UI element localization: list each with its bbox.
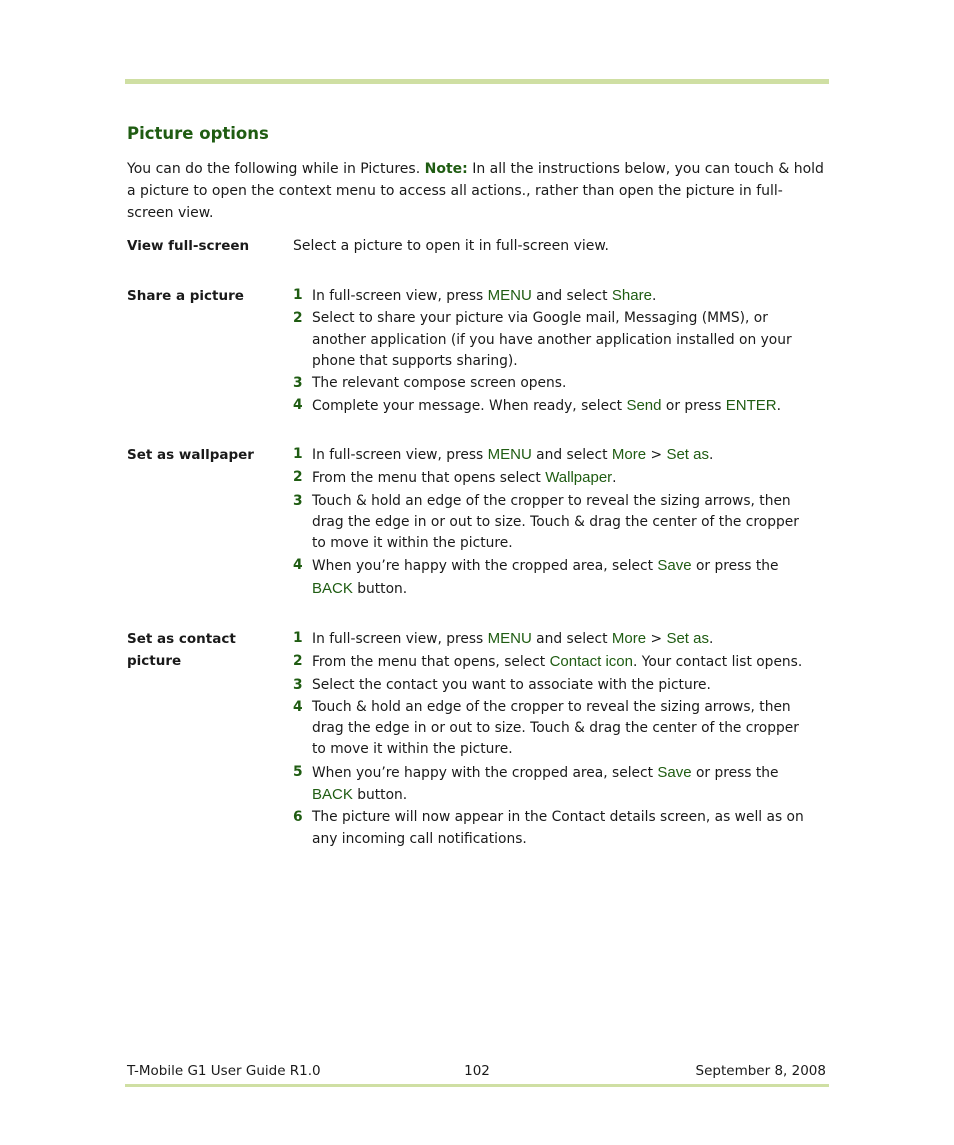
step-number: 1: [293, 630, 303, 646]
step-number: 2: [293, 653, 303, 670]
contact-icon-option: Contact icon: [549, 653, 633, 671]
step: [293, 628, 813, 650]
send-option: Send: [626, 397, 662, 415]
menu-key: MENU: [487, 446, 532, 463]
share-picture-steps: [293, 285, 813, 419]
step: [293, 807, 813, 850]
share-option: Share: [611, 287, 652, 304]
step-text: and select: [531, 288, 612, 304]
step: [293, 675, 813, 696]
save-option: Save: [657, 763, 692, 781]
step-text: or press the: [691, 558, 779, 575]
step: [293, 444, 813, 466]
step-text: or press the: [691, 764, 779, 781]
menu-key: MENU: [487, 630, 532, 647]
step-text: When you’re happy with the cropped area, select: [312, 764, 658, 781]
term-set-wallpaper: Set as wallpaper: [127, 447, 254, 463]
wallpaper-option: Wallpaper: [545, 469, 613, 487]
intro-paragraph: [127, 158, 827, 224]
step-text: Select to share your picture via Google mail, Messaging (MMS), or another application (if you have another application installed on your phone that supports sharing).: [312, 310, 792, 369]
note-label: Note:: [424, 161, 468, 177]
save-option: Save: [657, 557, 692, 575]
step-text: Touch & hold an edge of the cropper to reveal the sizing arrows, then drag the edge in or out to size. Touch & drag the center of the cropper to move it within the picture.: [312, 698, 799, 758]
step-text: In full-screen view, press: [312, 447, 488, 463]
set-contact-picture-steps: [293, 628, 813, 851]
back-key: BACK: [312, 579, 353, 597]
step-text: and select: [531, 631, 612, 647]
step: [293, 651, 813, 673]
step-text: >: [646, 631, 667, 647]
menu-key: MENU: [487, 287, 532, 304]
step-number: 2: [293, 310, 303, 327]
step-text: .: [776, 398, 781, 415]
step-number: 3: [293, 492, 303, 509]
step: [293, 285, 813, 307]
set-wallpaper-steps: [293, 444, 813, 601]
footer-rule: [125, 1084, 829, 1087]
step-text: In full-screen view, press: [312, 631, 488, 647]
section-title: Picture options: [127, 124, 269, 143]
step-text: button.: [352, 787, 408, 804]
step-text: From the menu that opens, select: [312, 654, 550, 671]
step: [293, 373, 813, 394]
header-rule: [125, 79, 829, 84]
step-number: 3: [293, 375, 303, 392]
step-text: Touch & hold an edge of the cropper to reveal the sizing arrows, then drag the edge in or out to size. Touch & drag the center of the cropper to move it within the picture.: [312, 492, 799, 552]
step-number: 6: [293, 809, 303, 826]
step: [293, 491, 813, 555]
step-number: 2: [293, 469, 303, 486]
step-number: 1: [293, 287, 303, 303]
step: [293, 395, 813, 417]
step-number: 5: [293, 763, 303, 780]
step-text: The relevant compose screen opens.: [312, 375, 567, 392]
set-as-option: Set as: [666, 630, 709, 647]
step: [293, 762, 813, 807]
step-text: Complete your message. When ready, select: [312, 398, 627, 415]
intro-text-before: You can do the following while in Pictures.: [127, 161, 425, 177]
step-text: .: [708, 447, 714, 463]
step-text: .: [612, 470, 617, 487]
set-as-option: Set as: [666, 446, 709, 463]
step-text: button.: [352, 580, 408, 597]
step: [293, 697, 813, 761]
step-text: Select the contact you want to associate with the picture.: [312, 676, 711, 693]
footer-guide-title: T-Mobile G1 User Guide R1.0: [127, 1063, 321, 1079]
term-view-full-screen: View full-screen: [127, 238, 250, 254]
term-share-picture: Share a picture: [127, 288, 244, 304]
step: [293, 467, 813, 489]
term-set-contact-picture: Set as contact picture: [127, 631, 236, 669]
step-number: 1: [293, 446, 303, 462]
step-text: . Your contact list opens.: [632, 654, 803, 671]
back-key: BACK: [312, 786, 353, 804]
step-number: 4: [293, 698, 303, 715]
step-text: When you’re happy with the cropped area, select: [312, 558, 658, 575]
step-text: or press: [661, 398, 726, 415]
enter-key: ENTER: [725, 397, 777, 415]
intro-text-after: In all the instructions below, you can touch & hold a picture to open the context menu to access all actions., rather than open the picture in full-screen view.: [127, 161, 824, 221]
step-number: 4: [293, 397, 303, 414]
step-text: .: [651, 288, 657, 304]
step: [293, 308, 813, 372]
step-text: The picture will now appear in the Contact details screen, as well as on any incoming call notifications.: [312, 809, 804, 847]
step-text: >: [646, 447, 667, 463]
step: [293, 555, 813, 600]
footer-date: September 8, 2008: [695, 1063, 826, 1079]
more-option: More: [611, 446, 647, 463]
step-text: .: [708, 631, 714, 647]
step-text: From the menu that opens select: [312, 470, 546, 487]
step-number: 4: [293, 557, 303, 574]
step-text: and select: [531, 447, 612, 463]
footer-page-number: 102: [464, 1063, 490, 1079]
more-option: More: [611, 630, 647, 647]
step-number: 3: [293, 676, 303, 693]
step-text: In full-screen view, press: [312, 288, 488, 304]
definition-view-full-screen: Select a picture to open it in full-screen view.: [293, 238, 609, 254]
